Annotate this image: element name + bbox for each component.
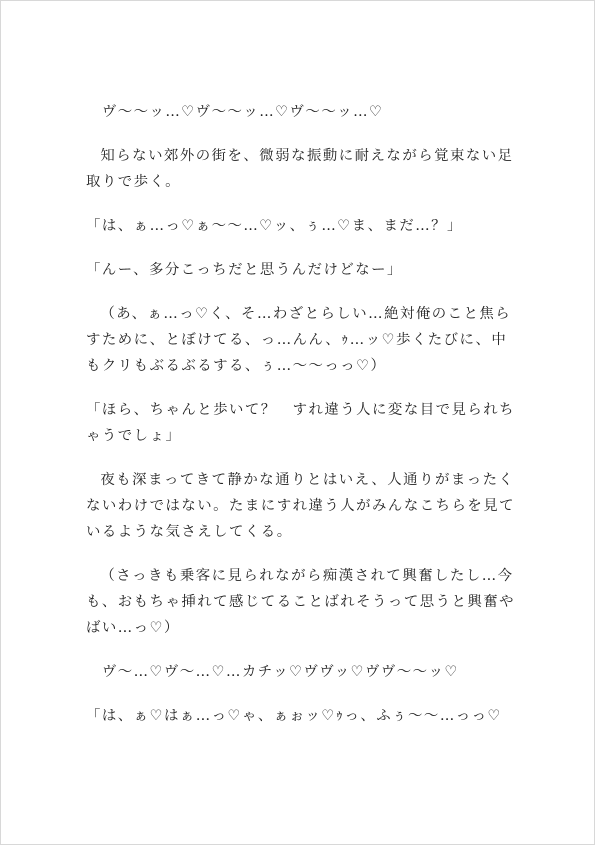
body-text bbox=[86, 99, 518, 729]
dialogue-line: 「ほら、ちゃんと歩いて？ すれ違う人に変な目で見られちゃうでしょ」 bbox=[86, 402, 516, 444]
dialogue-line: 「は、ぁ…っ♡ぁ〜〜…♡ッ、ぅ…♡ま、まだ…？」 bbox=[86, 218, 463, 234]
dialogue-line: 「んー、多分こっちだと思うんだけどなー」 bbox=[86, 262, 403, 278]
narration-paragraph: 知らない郊外の街を、微弱な振動に耐えながら覚束ない足取りで歩く。 bbox=[86, 148, 514, 190]
sound-effect-line: ヴ〜〜ッ…♡ヴ〜〜ッ…♡ヴ〜〜ッ…♡ bbox=[101, 104, 384, 120]
inner-thought-paragraph: （あ、ぁ…っ♡く、そ…わざとらしい…絶対俺のこと焦らすために、とぼけてる、っ…んん、ｩ…ッ♡歩くたびに、中もクリもぶるぶるする、ぅ…〜〜っっ♡） bbox=[86, 306, 512, 374]
dialogue-line: 「は、ぁ♡はぁ…っ♡ゃ、ぁぉッ♡ｩっ、ふぅ〜〜…っっ♡ bbox=[86, 708, 502, 724]
inner-thought-paragraph: （さっきも乗客に見られながら痴漢されて興奮したし…今も、おもちゃ挿れて感じてることばれそうって思うと興奮やばい…っ♡） bbox=[86, 568, 516, 636]
narration-paragraph: 夜も深まってきて静かな通りとはいえ、人通りがまったくないわけではない。たまにすれ違う人がみんなこちらを見ているような気さえしてくる。 bbox=[86, 472, 516, 540]
sound-effect-line: ヴ〜…♡ヴ〜…♡…カチッ♡ヴヴッ♡ヴヴ〜〜ッ♡ bbox=[101, 664, 459, 680]
